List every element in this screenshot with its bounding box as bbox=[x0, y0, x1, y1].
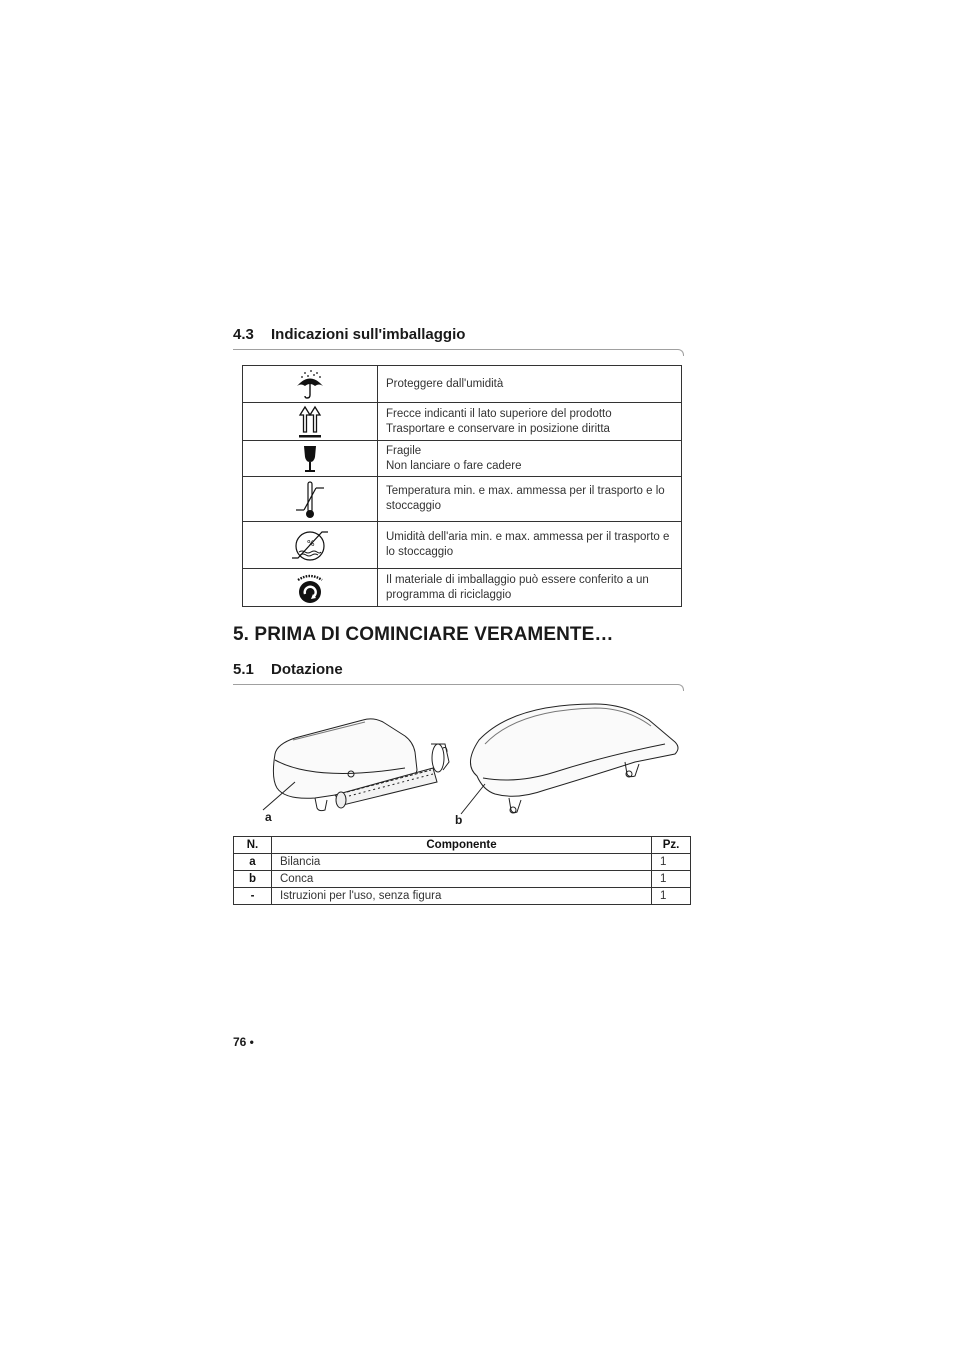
row-n: a bbox=[234, 854, 272, 871]
svg-text:%: % bbox=[307, 539, 315, 548]
recycling-icon bbox=[292, 571, 328, 605]
scale-illustration bbox=[273, 719, 449, 811]
row-name: Istruzioni per l'uso, senza figura bbox=[272, 888, 652, 905]
section-heading-5-1 bbox=[233, 661, 343, 678]
section-rule bbox=[233, 684, 684, 691]
section-title: Dotazione bbox=[271, 661, 343, 678]
figure-label-a: a bbox=[265, 810, 272, 824]
icon-cell bbox=[243, 522, 378, 569]
row-qty: 1 bbox=[652, 871, 691, 888]
description-cell: Proteggere dall'umidità bbox=[378, 366, 682, 403]
packaging-symbols-table bbox=[242, 365, 682, 607]
header-qty: Pz. bbox=[652, 837, 691, 854]
table-row bbox=[243, 477, 682, 522]
section-rule bbox=[233, 349, 684, 356]
page-number: 76 • bbox=[233, 1035, 254, 1049]
thermometer-icon bbox=[294, 478, 326, 520]
row-qty: 1 bbox=[652, 888, 691, 905]
description-cell: Fragile Non lanciare o fare cadere bbox=[378, 441, 682, 477]
section-title: Indicazioni sull'imballaggio bbox=[271, 326, 466, 343]
icon-cell bbox=[243, 441, 378, 477]
row-name: Conca bbox=[272, 871, 652, 888]
table-row bbox=[243, 366, 682, 403]
icon-cell bbox=[243, 403, 378, 441]
arrows-up-icon bbox=[297, 405, 323, 439]
figure-label-b: b bbox=[455, 813, 463, 827]
table-row bbox=[243, 403, 682, 441]
humidity-icon bbox=[290, 524, 330, 566]
section-number: 5.1 bbox=[233, 661, 254, 678]
icon-cell bbox=[243, 366, 378, 403]
row-qty: 1 bbox=[652, 854, 691, 871]
bowl-illustration bbox=[470, 704, 678, 813]
row-n: - bbox=[234, 888, 272, 905]
table-row bbox=[243, 441, 682, 477]
table-row bbox=[243, 569, 682, 607]
umbrella-icon bbox=[293, 368, 327, 400]
leader-line-b bbox=[461, 784, 485, 814]
components-table bbox=[233, 836, 691, 905]
table-row bbox=[234, 888, 691, 905]
header-component: Componente bbox=[272, 837, 652, 854]
chapter-title: 5. PRIMA DI COMINCIARE VERAMENTE… bbox=[233, 624, 614, 645]
table-row bbox=[234, 871, 691, 888]
description-cell: Umidità dell'aria min. e max. ammessa per il trasporto e lo stoccaggio bbox=[378, 522, 682, 569]
description-cell: Il materiale di imballaggio può essere conferito a un programma di riciclaggio bbox=[378, 569, 682, 607]
table-row bbox=[234, 854, 691, 871]
description-cell: Frecce indicanti il lato superiore del prodotto Trasportare e conservare in posizione diritta bbox=[378, 403, 682, 441]
header-n: N. bbox=[234, 837, 272, 854]
table-row bbox=[243, 522, 682, 569]
section-heading-4-3 bbox=[233, 326, 465, 343]
table-header-row bbox=[234, 837, 691, 854]
product-figure bbox=[255, 700, 695, 830]
row-name: Bilancia bbox=[272, 854, 652, 871]
icon-cell bbox=[243, 569, 378, 607]
row-n: b bbox=[234, 871, 272, 888]
description-cell: Temperatura min. e max. ammessa per il trasporto e lo stoccaggio bbox=[378, 477, 682, 522]
icon-cell bbox=[243, 477, 378, 522]
glass-icon bbox=[300, 443, 320, 475]
section-number: 4.3 bbox=[233, 326, 254, 343]
